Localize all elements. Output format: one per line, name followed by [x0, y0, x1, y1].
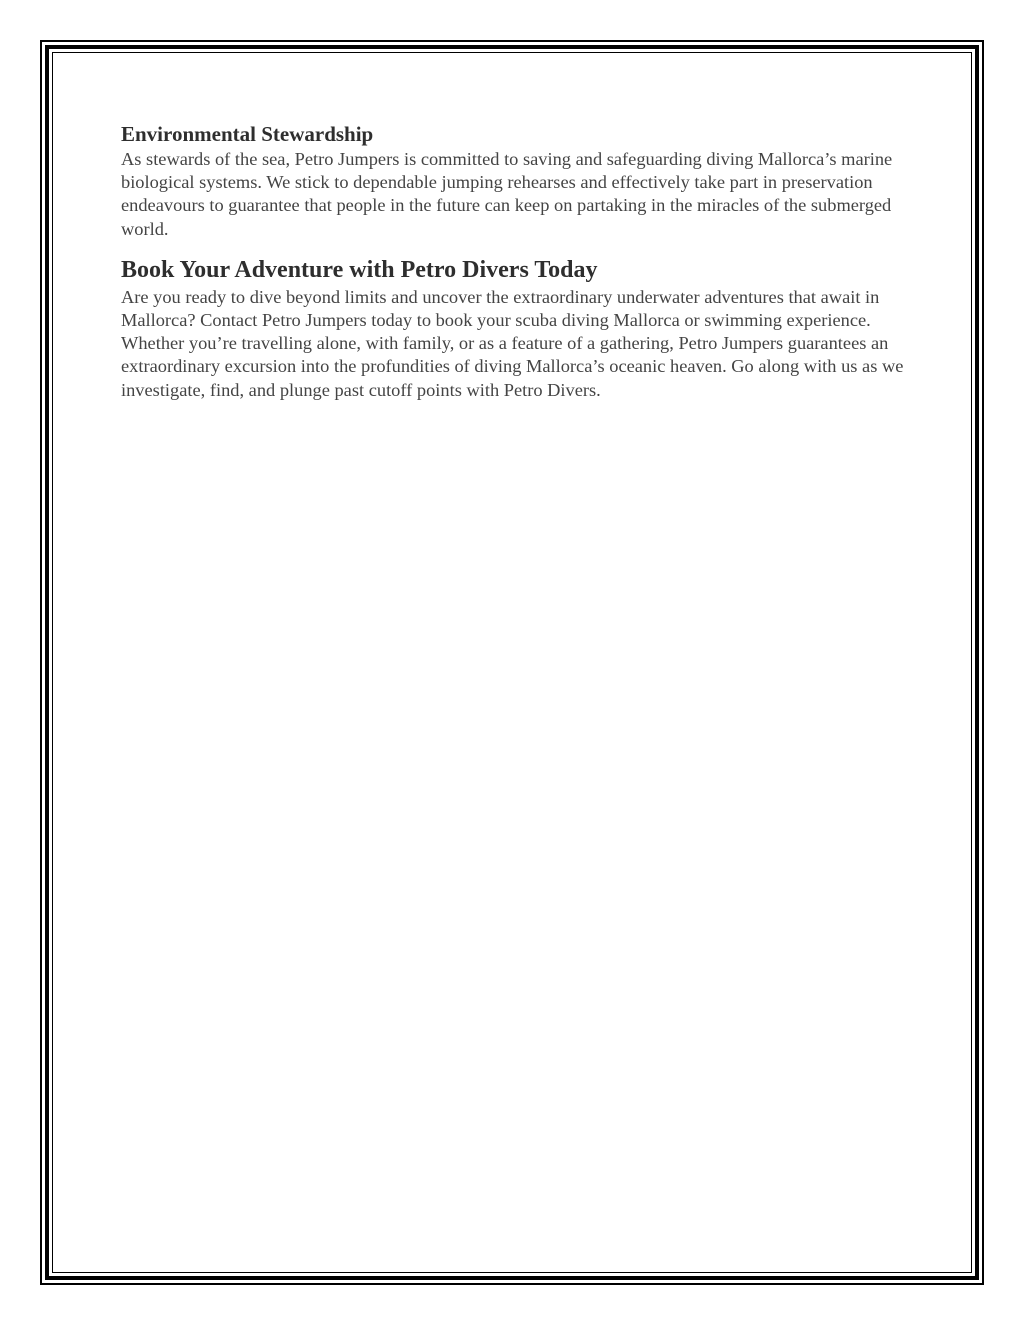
section-heading: Environmental Stewardship [121, 122, 374, 146]
section-book-adventure [121, 255, 911, 402]
section-environmental-stewardship [121, 121, 911, 241]
section-heading: Book Your Adventure with Petro Divers Today [121, 256, 598, 283]
section-paragraph: Are you ready to dive beyond limits and uncover the extraordinary underwater adventures that await in Mallorca? Contact Petro Jumpers today to book your scuba diving Mallorca or swimming experience. Whether you’re travelling alone, with family, or as a feature of a gathering, Petro Jumpers guarantees an extraordinary excursion into the profundities of diving Mallorca’s oceanic heaven. Go along with us as we investigate, find, and plunge past cutoff points with Petro Divers. [121, 286, 904, 400]
section-paragraph: As stewards of the sea, Petro Jumpers is committed to saving and safeguarding diving Mallorca’s marine biological systems. We stick to dependable jumping rehearses and effectively take part in preservation endeavours to guarantee that people in the future can keep on partaking in the miracles of the submerged world. [121, 149, 893, 239]
document-content [121, 121, 911, 416]
